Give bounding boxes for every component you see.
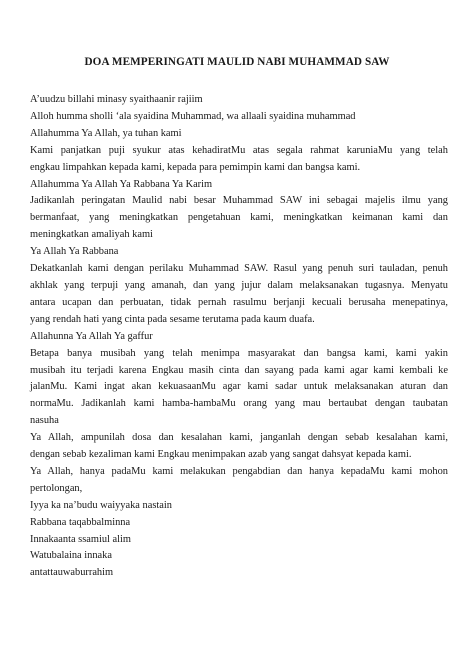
body-line: Betapa banya musibah yang telah menimpa masyarakat dan bangsa kami, kami yakin: [30, 347, 448, 359]
body-line: Innakaanta ssamiul alim: [30, 533, 131, 545]
body-line: nasuha: [30, 415, 59, 427]
body-line: Jadikanlah peringatan Maulid nabi besar Muhammad SAW ini sebagai majelis ilmu yang: [30, 195, 448, 207]
body-line: musibah itu terjadi karena Engkau masih cinta dan sayang pada kami agar kami kembali ke: [30, 364, 448, 376]
body-line: bermanfaat, yang meningkatkan pengetahuan kami, meningkatkan keimanan kami dan: [30, 212, 448, 224]
body-line: akhlak yang terpuji yang amanah, dan yang jujur dalam melaksanakan tugasnya. Menyatu: [30, 279, 448, 291]
body-line: Iyya ka na’budu waiyyaka nastain: [30, 499, 172, 511]
body-line: Alloh humma sholli ‘ala syaidina Muhammad, wa allaali syaidina muhammad: [30, 110, 356, 122]
body-line: Allahunna Ya Allah Ya gaffur: [30, 330, 153, 342]
body-line: normaMu. Jadikanlah kami hamba-hambaMu orang yang mau bertaubat dengan taubatan: [30, 398, 448, 410]
body-line: engkau limpahkan kepada kami, kepada para pemimpin kami dan bangsa kami.: [30, 161, 361, 173]
body-line: antattauwaburrahim: [30, 567, 114, 579]
body-line: antara ucapan dan perbuatan, tidak pernah rasulmu berjanji kecuali berusaha menepatinya,: [30, 296, 448, 308]
body-line: pertolongan,: [30, 482, 83, 494]
document-body: [30, 92, 448, 582]
body-line: A’uudzu billahi minasy syaithaanir rajiim: [30, 94, 203, 105]
body-line: Ya Allah, ampunilah dosa dan kesalahan kami, janganlah dengan sebab kesalahan kami,: [30, 432, 448, 444]
body-line: Ya Allah Ya Rabbana: [30, 246, 119, 258]
body-line: yang rendah hati yang cinta pada sesame terutama pada kaum duafa.: [30, 313, 315, 325]
body-line: meningkatkan amaliyah kami: [30, 229, 153, 241]
body-line: Watubalaina innaka: [30, 550, 112, 562]
body-line: Allahumma Ya Allah, ya tuhan kami: [30, 127, 182, 139]
body-line: Ya Allah, hanya padaMu kami melakukan pengabdian dan hanya kepadaMu kami mohon: [30, 465, 448, 477]
body-line: dengan sebab kezaliman kami Engkau menimpakan azab yang sangat dahsyat kepada kami.: [30, 449, 412, 461]
document-title: DOA MEMPERINGATI MAULID NABI MUHAMMAD SAW: [84, 56, 390, 68]
body-line: Dekatkanlah kami dengan perilaku Muhammad SAW. Rasul yang penuh suri tauladan, penuh: [30, 263, 448, 275]
body-line: Allahumma Ya Allah Ya Rabbana Ya Karim: [30, 178, 213, 190]
body-line: Rabbana taqabbalminna: [30, 516, 131, 528]
body-line: Kami panjatkan puji syukur atas kehadiratMu atas segala rahmat karuniaMu yang telah: [30, 144, 448, 156]
body-line: jalanMu. Kami ingat akan kekuasaanMu agar kami sadar untuk melaksanakan aturan dan: [30, 381, 448, 393]
